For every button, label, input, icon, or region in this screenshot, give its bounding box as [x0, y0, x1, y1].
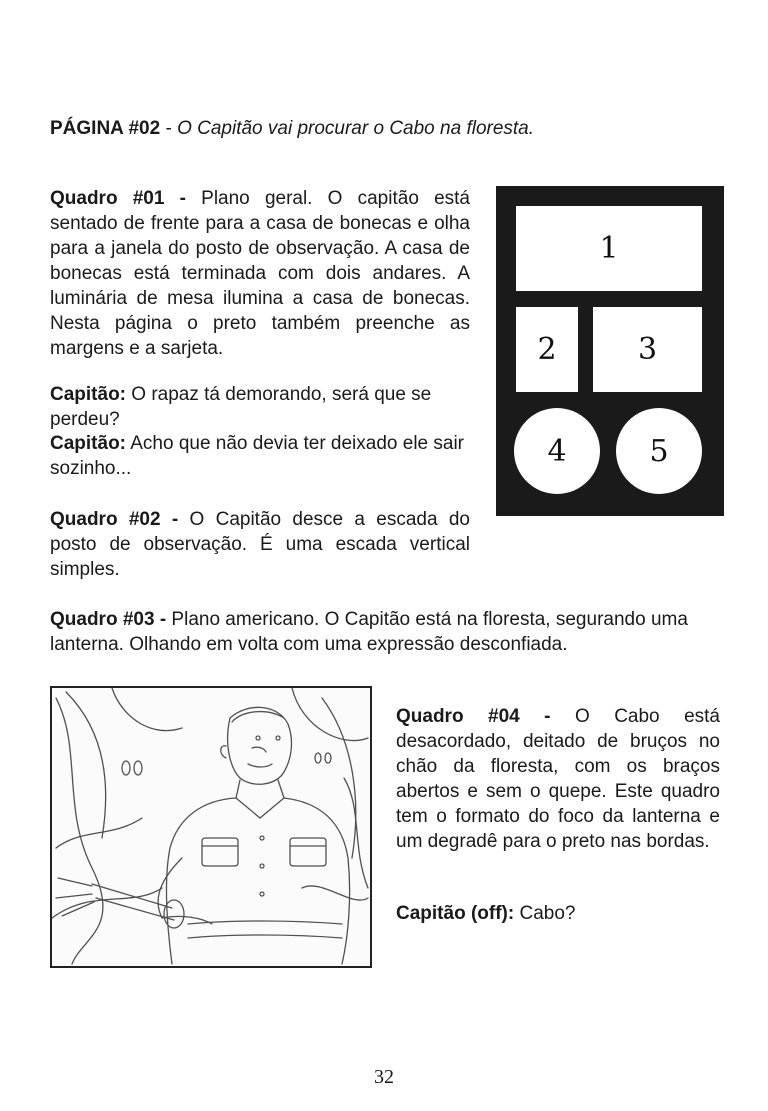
- page-label: PÁGINA #02: [50, 118, 161, 139]
- frame-2-description: [50, 507, 470, 582]
- layout-panel-1: 1: [516, 206, 702, 291]
- dialogue-2-speaker: Capitão:: [50, 433, 126, 454]
- frame-2-label: Quadro #02 -: [50, 509, 179, 530]
- captain-sketch-drawing: [52, 688, 370, 966]
- frame-1-description: [50, 186, 470, 361]
- frame-2-text: O Capitão desce a escada do posto de observação. É uma escada vertical simples.: [50, 509, 470, 580]
- page-summary: O Capitão vai procurar o Cabo na floresta.: [177, 118, 535, 139]
- frame-1-label: Quadro #01 -: [50, 188, 186, 209]
- dialogue-3: [396, 901, 720, 926]
- dialogue-2: [50, 431, 470, 481]
- dialogue-3-speaker: Capitão (off):: [396, 903, 515, 924]
- captain-sketch-illustration: [50, 686, 372, 968]
- page-header: [50, 116, 730, 141]
- frame-3-label: Quadro #03 -: [50, 609, 167, 630]
- dialogue-1-line: O rapaz tá demorando, será que se perdeu?: [50, 384, 432, 430]
- frame-1-text: Plano geral. O capitão está sentado de frente para a casa de bonecas e olha para a janela do posto de observação. A casa de bonecas está terminada com dois andares. A luminária de mesa ilumina a casa de bonecas. Nesta página o preto também preenche as margens e a sarjeta.: [50, 188, 470, 359]
- layout-panel-3: 3: [593, 307, 702, 392]
- dialogue-2-line: Acho que não devia ter deixado ele sair sozinho...: [50, 433, 465, 479]
- frame-3-description: [50, 607, 730, 657]
- frame-3-text: Plano americano. O Capitão está na floresta, segurando uma lanterna. Olhando em volta com uma expressão desconfiada.: [50, 609, 688, 655]
- frame-4-label: Quadro #04 -: [396, 706, 551, 727]
- page-layout-diagram: [496, 186, 724, 516]
- dialogue-1: [50, 382, 470, 432]
- layout-panel-5: 5: [616, 408, 702, 494]
- dialogue-3-line: Cabo?: [514, 903, 576, 924]
- frame-4-text: O Cabo está desacordado, deitado de bruços no chão da floresta, com os braços abertos e sem o quepe. Este quadro tem o formato do foco da lanterna e um degradê para o preto nas bordas.: [396, 706, 720, 852]
- page-number: 32: [374, 1066, 394, 1088]
- layout-panel-4: 4: [514, 408, 600, 494]
- dialogue-1-speaker: Capitão:: [50, 384, 126, 405]
- layout-panel-2: 2: [516, 307, 578, 392]
- header-separator: -: [160, 118, 178, 139]
- frame-4-description: [396, 704, 720, 854]
